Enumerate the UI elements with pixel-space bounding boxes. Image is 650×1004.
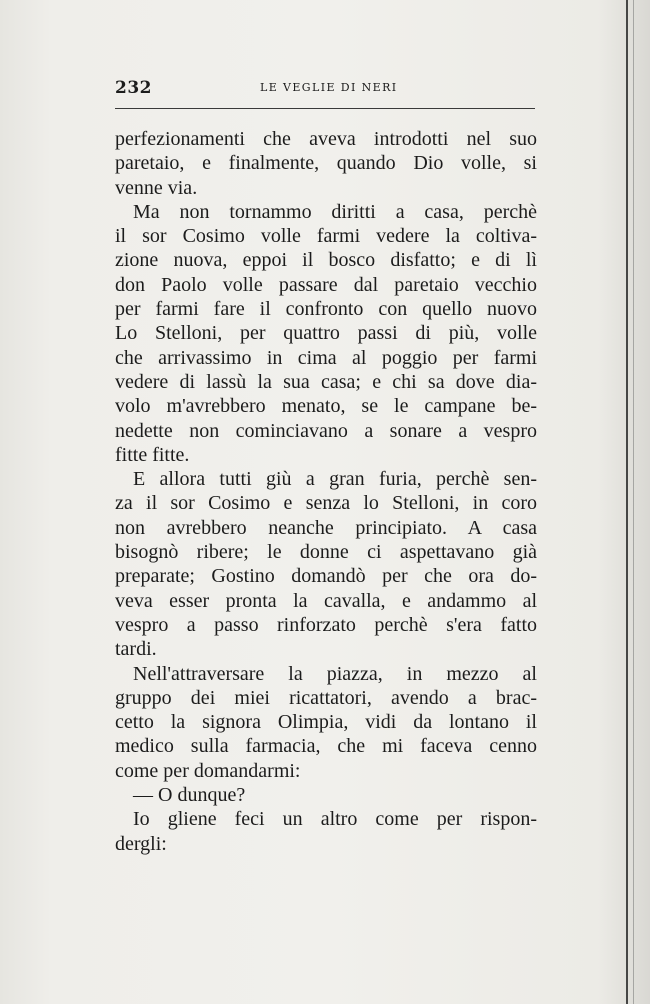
page-edge-shadow	[626, 0, 628, 1004]
text-line: gruppo dei miei ricattatori, avendo a brac-	[115, 686, 537, 709]
text-line: cetto la signora Olimpia, vidi da lontano il	[115, 711, 537, 734]
header-rule	[115, 108, 535, 109]
text-line: E allora tutti giù a gran furia, perchè sen-	[133, 468, 537, 491]
text-line: Lo Stelloni, per quattro passi di più, volle	[115, 322, 537, 345]
page-number: 232	[115, 78, 152, 98]
page-edge-line	[633, 0, 634, 1004]
text-line: il sor Cosimo volle farmi vedere la coltiva-	[115, 225, 537, 248]
text-line: bisognò ribere; le donne ci aspettavano già	[115, 541, 537, 564]
text-line: za il sor Cosimo e senza lo Stelloni, in coro	[115, 492, 537, 515]
text-line: Nell'attraversare la piazza, in mezzo al	[133, 662, 537, 685]
text-line: fitte fitte.	[115, 443, 190, 466]
text-line: per farmi fare il confronto con quello nuovo	[115, 298, 537, 321]
body-text	[115, 127, 537, 856]
text-line: paretaio, e finalmente, quando Dio volle, si	[115, 152, 537, 175]
text-line: dergli:	[115, 832, 167, 855]
text-line: — O dunque?	[133, 784, 246, 807]
text-line: zione nuova, eppoi il bosco disfatto; e di lì	[115, 249, 537, 272]
text-line: Ma non tornammo diritti a casa, perchè	[133, 200, 537, 223]
text-line: Io gliene feci un altro come per rispon-	[133, 808, 537, 831]
text-line: veva esser pronta la cavalla, e andammo al	[115, 589, 537, 612]
text-line: tardi.	[115, 638, 157, 661]
text-line: volo m'avrebbero menato, se le campane be-	[115, 395, 537, 418]
text-line: preparate; Gostino domandò per che ora do-	[115, 565, 537, 588]
running-title: LE VEGLIE DI NERI	[260, 81, 398, 94]
page-header	[115, 78, 535, 102]
text-line: perfezionamenti che aveva introdotti nel suo	[115, 128, 537, 150]
text-line: vedere di lassù la sua casa; e chi sa dove dia-	[115, 370, 537, 393]
text-line: don Paolo volle passare dal paretaio vecchio	[115, 273, 537, 296]
text-line: che arrivassimo in cima al poggio per farmi	[115, 346, 537, 369]
text-line: venne via.	[115, 176, 198, 199]
text-line: come per domandarmi:	[115, 759, 301, 782]
text-line: medico sulla farmacia, che mi faceva cenno	[115, 735, 537, 758]
text-line: nedette non cominciavano a sonare a vespro	[115, 419, 537, 442]
text-line: non avrebbero neanche principiato. A casa	[115, 516, 537, 539]
text-line: vespro a passo rinforzato perchè s'era fatto	[115, 613, 537, 636]
